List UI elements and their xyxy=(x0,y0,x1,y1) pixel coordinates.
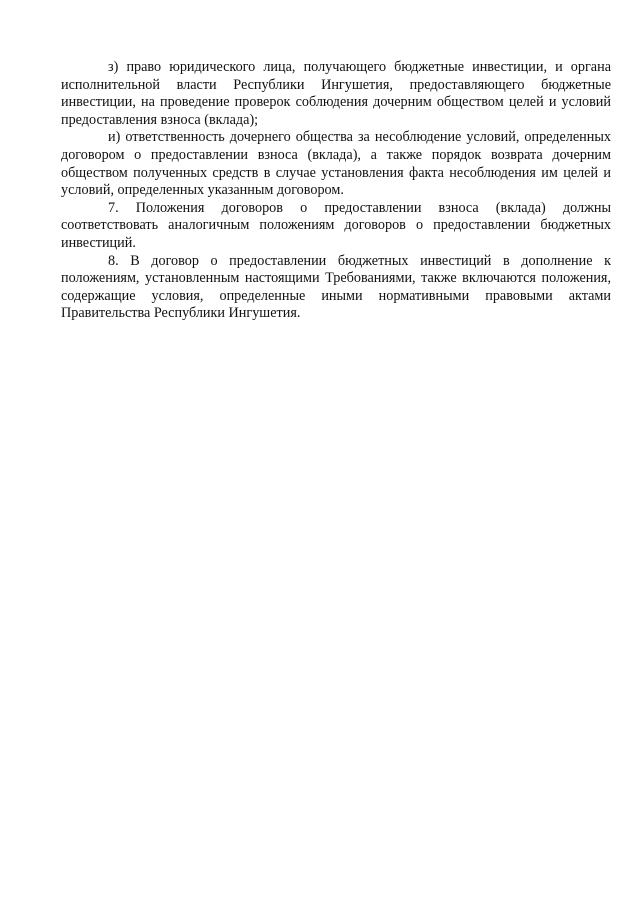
paragraph-clause-8: 8. В договор о предоставлении бюджетных инвестиций в дополнение к положениям, установленным настоящими Требованиями, также включаются положения, содержащие условия, определенные иными нормативными правовыми актами Правительства Республики Ингушетия. xyxy=(61,252,611,322)
paragraph-clause-7: 7. Положения договоров о предоставлении взноса (вклада) должны соответствовать аналогичным положениям договоров о предоставлении бюджетных инвестиций. xyxy=(61,199,611,251)
document-body xyxy=(61,59,611,323)
paragraph-item-z: з) право юридического лица, получающего бюджетные инвестиции, и органа исполнительной власти Республики Ингушетия, предоставляющего бюджетные инвестиции, на проведение проверок соблюдения дочерним обществом целей и условий предоставления взноса (вклада); xyxy=(61,59,611,128)
paragraph-item-i: и) ответственность дочернего общества за несоблюдение условий, определенных договором о предоставлении взноса (вклада), а также порядок возврата дочерним обществом полученных средств в случае установления факта несоблюдения им целей и условий, определенных указанным договором. xyxy=(61,129,611,199)
